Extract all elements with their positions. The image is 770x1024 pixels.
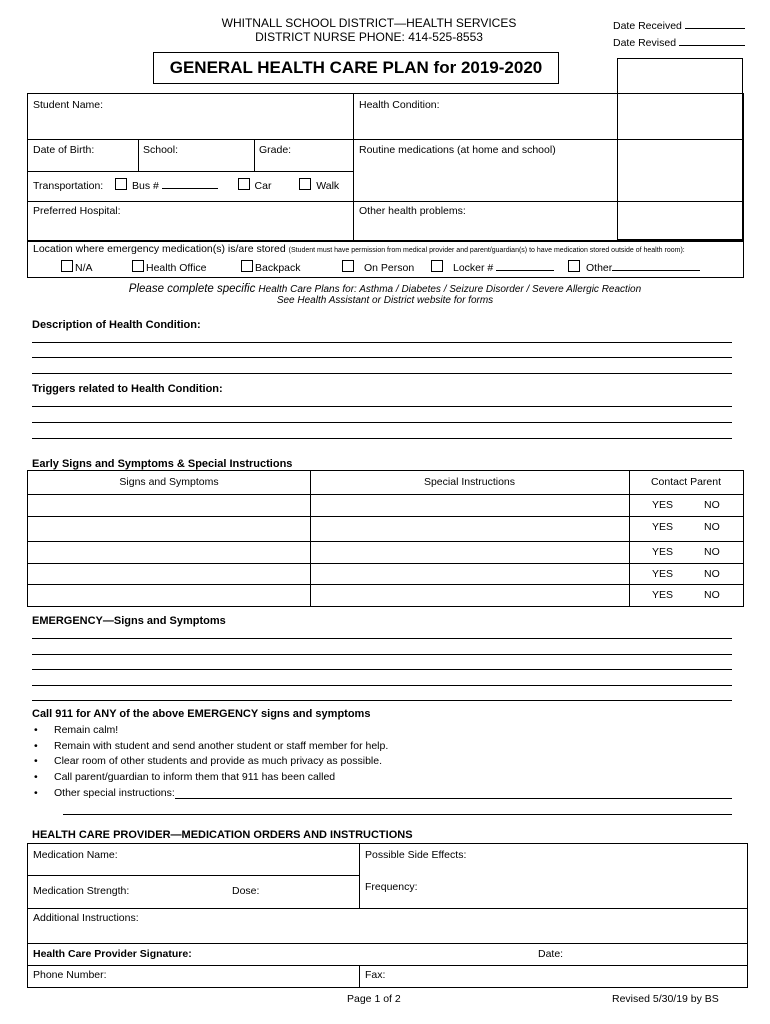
emergency-line[interactable] bbox=[32, 654, 732, 655]
fax-label: Fax: bbox=[365, 969, 386, 981]
special-instructions-line[interactable] bbox=[63, 814, 732, 815]
signature-label: Health Care Provider Signature: bbox=[33, 948, 192, 960]
yes-option[interactable]: YES bbox=[652, 589, 674, 601]
no-option[interactable]: NO bbox=[704, 546, 720, 558]
date-received-field[interactable] bbox=[685, 28, 745, 29]
walk-checkbox[interactable] bbox=[299, 178, 311, 190]
date-revised-field[interactable] bbox=[679, 45, 745, 46]
triggers-line[interactable] bbox=[32, 406, 732, 407]
bullet-item: • Clear room of other students and provide as much privacy as possible. bbox=[34, 755, 382, 767]
frequency-label: Frequency: bbox=[365, 881, 418, 893]
notice-plans: Health Care Plans for: Asthma / Diabetes / Seizure Disorder / Severe Allergic Reaction bbox=[258, 284, 642, 295]
loc-backpack[interactable] bbox=[241, 260, 301, 274]
car-checkbox[interactable] bbox=[238, 178, 250, 190]
locker-number-field[interactable] bbox=[496, 270, 554, 271]
person-checkbox[interactable] bbox=[342, 260, 354, 272]
yes-option[interactable]: YES bbox=[652, 499, 674, 511]
emergency-line[interactable] bbox=[32, 700, 732, 701]
transportation-label: Transportation: bbox=[33, 180, 104, 192]
locker-label: Locker # bbox=[453, 262, 494, 274]
bullet-text: Other special instructions: bbox=[54, 787, 175, 799]
bullet-item: • Other special instructions: bbox=[34, 787, 175, 799]
other-location-field[interactable] bbox=[612, 270, 700, 271]
date-received bbox=[613, 20, 745, 32]
med-name-label: Medication Name: bbox=[33, 849, 118, 861]
student-info-table bbox=[27, 93, 744, 242]
student-name-label: Student Name: bbox=[33, 99, 104, 111]
bullet-text: Clear room of other students and provide as much privacy as possible. bbox=[54, 755, 382, 767]
medication-location-box bbox=[27, 240, 744, 278]
other-problems-label: Other health problems: bbox=[359, 205, 466, 217]
nurse-phone: DISTRICT NURSE PHONE: 414-525-8553 bbox=[255, 30, 483, 44]
bullet-item: • Remain calm! bbox=[34, 724, 119, 736]
office-label: Health Office bbox=[146, 262, 207, 274]
bullet-text: Remain with student and send another student or staff member for help. bbox=[54, 740, 389, 752]
car-label: Car bbox=[254, 180, 272, 192]
description-line[interactable] bbox=[32, 342, 732, 343]
dob-label: Date of Birth: bbox=[33, 144, 95, 156]
description-line[interactable] bbox=[32, 357, 732, 358]
bullet-text: Remain calm! bbox=[54, 724, 119, 736]
routine-meds-label: Routine medications (at home and school) bbox=[359, 144, 556, 156]
location-note: (Student must have permission from medical provider and parent/guardian(s) to have medication stored outside of health room): bbox=[288, 247, 685, 254]
district-title: WHITNALL SCHOOL DISTRICT—HEALTH SERVICES bbox=[221, 16, 517, 30]
description-heading: Description of Health Condition: bbox=[32, 319, 201, 331]
transportation-row bbox=[33, 178, 339, 192]
loc-office[interactable] bbox=[132, 260, 207, 274]
location-line bbox=[33, 243, 685, 255]
emergency-line[interactable] bbox=[32, 638, 732, 639]
emergency-line[interactable] bbox=[32, 685, 732, 686]
triggers-line[interactable] bbox=[32, 422, 732, 423]
early-signs-heading: Early Signs and Symptoms & Special Instructions bbox=[32, 458, 293, 470]
na-checkbox[interactable] bbox=[61, 260, 73, 272]
description-line[interactable] bbox=[32, 373, 732, 374]
revision-note: Revised 5/30/19 by BS bbox=[612, 993, 719, 1005]
walk-label: Walk bbox=[316, 180, 340, 192]
backpack-checkbox[interactable] bbox=[241, 260, 253, 272]
no-option[interactable]: NO bbox=[704, 521, 720, 533]
bullet-text: Call parent/guardian to inform them that 911 has been called bbox=[54, 771, 336, 783]
health-condition-label: Health Condition: bbox=[359, 99, 440, 111]
instructions-col-header: Special Instructions bbox=[423, 476, 516, 488]
office-checkbox[interactable] bbox=[132, 260, 144, 272]
care-plan-notice bbox=[0, 283, 770, 295]
provider-heading: HEALTH CARE PROVIDER—MEDICATION ORDERS AND INSTRUCTIONS bbox=[32, 829, 413, 841]
date-revised-label: Date Revised bbox=[613, 37, 677, 49]
triggers-line[interactable] bbox=[32, 438, 732, 439]
person-label: On Person bbox=[364, 262, 415, 274]
school-label: School: bbox=[143, 144, 179, 156]
notice-forms: See Health Assistant or District website for forms bbox=[276, 295, 494, 306]
phone-label: Phone Number: bbox=[33, 969, 107, 981]
emergency-line[interactable] bbox=[32, 669, 732, 670]
bus-checkbox[interactable] bbox=[115, 178, 127, 190]
additional-label: Additional Instructions: bbox=[33, 912, 139, 924]
med-strength-label: Medication Strength: bbox=[33, 885, 130, 897]
sign-date-label: Date: bbox=[538, 948, 564, 960]
loc-na[interactable] bbox=[61, 260, 93, 274]
yes-option[interactable]: YES bbox=[652, 568, 674, 580]
signs-table bbox=[27, 470, 744, 607]
contact-col-header: Contact Parent bbox=[650, 476, 722, 488]
na-label: N/A bbox=[75, 262, 93, 274]
date-received-label: Date Received bbox=[613, 20, 682, 32]
dose-label: Dose: bbox=[232, 885, 260, 897]
loc-person[interactable] bbox=[342, 260, 414, 274]
call911-heading: Call 911 for ANY of the above EMERGENCY signs and symptoms bbox=[32, 708, 371, 720]
no-option[interactable]: NO bbox=[704, 589, 720, 601]
backpack-label: Backpack bbox=[255, 262, 301, 274]
locker-checkbox[interactable] bbox=[431, 260, 443, 272]
special-instructions-line[interactable] bbox=[175, 798, 732, 799]
yes-option[interactable]: YES bbox=[652, 546, 674, 558]
no-option[interactable]: NO bbox=[704, 499, 720, 511]
bus-label: Bus # bbox=[132, 180, 159, 192]
bullet-item: • Call parent/guardian to inform them that 911 has been called bbox=[34, 771, 336, 783]
loc-locker[interactable] bbox=[431, 260, 554, 274]
loc-other[interactable] bbox=[568, 260, 700, 274]
date-revised bbox=[613, 37, 745, 49]
provider-table bbox=[27, 843, 748, 988]
page-number: Page 1 of 2 bbox=[347, 993, 401, 1005]
yes-option[interactable]: YES bbox=[652, 521, 674, 533]
bus-number-field[interactable] bbox=[162, 188, 218, 189]
location-label: Location where emergency medication(s) is/are stored bbox=[33, 243, 286, 255]
side-effects-label: Possible Side Effects: bbox=[365, 849, 467, 861]
bullet-item: • Remain with student and send another student or staff member for help. bbox=[34, 740, 389, 752]
hospital-label: Preferred Hospital: bbox=[33, 205, 121, 217]
emergency-heading: EMERGENCY—Signs and Symptoms bbox=[32, 615, 226, 627]
no-option[interactable]: NO bbox=[704, 568, 720, 580]
signs-col-header: Signs and Symptoms bbox=[119, 476, 219, 488]
page-title: GENERAL HEALTH CARE PLAN for 2019-2020 bbox=[153, 52, 559, 84]
grade-label: Grade: bbox=[259, 144, 292, 156]
other-checkbox[interactable] bbox=[568, 260, 580, 272]
triggers-heading: Triggers related to Health Condition: bbox=[32, 383, 223, 395]
other-label: Other bbox=[586, 262, 613, 274]
notice-lead: Please complete specific bbox=[128, 283, 256, 295]
